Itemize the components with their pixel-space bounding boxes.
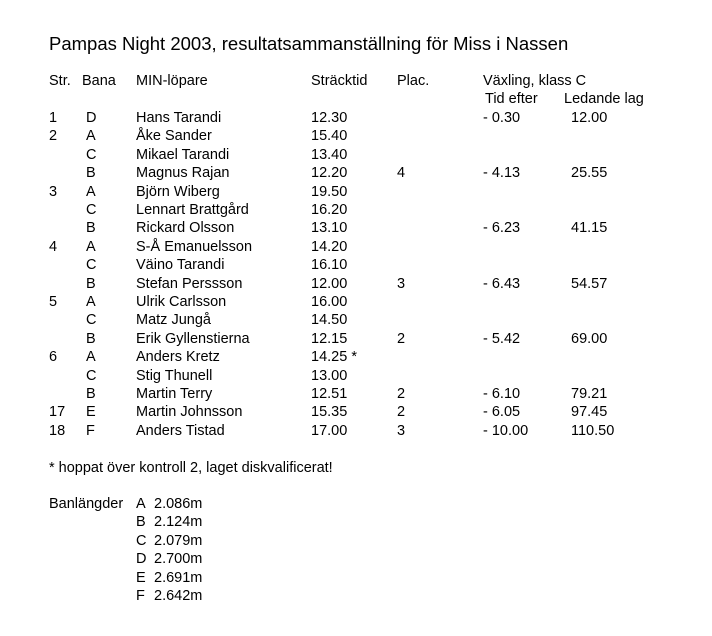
cell-runner: Anders Kretz [136, 349, 220, 366]
table-row [0, 127, 712, 145]
cell-tid-efter: - 5.42 [483, 330, 521, 347]
cell-ledande: 41.15 [571, 220, 608, 237]
cell-runner: Stig Thunell [136, 367, 213, 384]
length-value: 2.079m [154, 532, 203, 549]
header-plac: Plac. [397, 73, 430, 89]
length-value: 2.691m [154, 569, 203, 586]
cell-str: 1 [49, 110, 58, 126]
cell-runner: Hans Tarandi [136, 110, 222, 126]
cell-time: 15.35 [311, 404, 348, 421]
cell-bana: B [86, 330, 96, 347]
cell-time: 12.00 [311, 275, 348, 292]
cell-ledande: 97.45 [571, 404, 608, 421]
cell-ledande: 110.50 [571, 422, 615, 439]
cell-runner: Väino Tarandi [136, 257, 225, 274]
table-row [0, 367, 712, 385]
header-str: Str. [49, 73, 71, 89]
cell-bana: B [86, 220, 96, 237]
cell-bana: C [86, 202, 97, 218]
cell-time: 12.30 [311, 110, 348, 126]
cell-tid-efter: - 6.05 [483, 404, 521, 421]
cell-tid-efter: - 6.10 [483, 386, 521, 402]
cell-time: 12.20 [311, 165, 348, 182]
length-value: 2.700m [154, 551, 203, 568]
cell-time: 19.50 [311, 183, 348, 200]
length-row [0, 550, 712, 568]
table-row [0, 385, 712, 403]
cell-runner: Martin Terry [136, 386, 213, 402]
length-row [0, 587, 712, 605]
cell-time: 13.40 [311, 146, 348, 163]
table-row [0, 422, 712, 440]
cell-bana: C [86, 257, 97, 274]
cell-ledande: 69.00 [571, 330, 608, 347]
cell-plac: 2 [397, 404, 406, 421]
table-row [0, 256, 712, 274]
length-course: D [136, 551, 147, 568]
cell-tid-efter: - 10.00 [483, 422, 529, 439]
footnote: * hoppat över kontroll 2, laget diskvalificerat! [49, 460, 333, 476]
cell-time: 13.10 [311, 220, 348, 237]
cell-plac: 4 [397, 165, 406, 182]
length-row [0, 532, 712, 550]
table-row [0, 275, 712, 293]
cell-time: 14.20 [311, 238, 348, 255]
cell-runner: Åke Sander [136, 128, 212, 145]
table-subheader [0, 90, 712, 108]
cell-bana: C [86, 146, 97, 163]
length-row [0, 513, 712, 531]
cell-plac: 3 [397, 275, 406, 292]
cell-ledande: 79.21 [571, 386, 608, 402]
cell-tid-efter: - 6.43 [483, 275, 521, 292]
cell-time: 17.00 [311, 422, 348, 439]
table-row [0, 219, 712, 237]
length-value: 2.124m [154, 514, 203, 531]
cell-time: 12.51 [311, 386, 348, 402]
cell-plac: 2 [397, 386, 406, 402]
table-row [0, 348, 712, 366]
cell-tid-efter: - 0.30 [483, 110, 521, 126]
cell-time: 12.15 [311, 330, 348, 347]
document-title: Pampas Night 2003, resultatsammanställning för Miss i Nassen [49, 33, 569, 54]
cell-ledande: 25.55 [571, 165, 608, 182]
cell-str: 6 [49, 349, 58, 366]
length-value: 2.642m [154, 588, 203, 604]
cell-ledande: 54.57 [571, 275, 608, 292]
cell-bana: F [86, 422, 95, 439]
cell-time: 13.00 [311, 367, 348, 384]
header-vaxling: Växling, klass C [483, 73, 587, 89]
header-bana: Bana [82, 73, 116, 89]
cell-bana: A [86, 238, 96, 255]
cell-str: 2 [49, 128, 58, 145]
table-row [0, 201, 712, 219]
cell-tid-efter: - 4.13 [483, 165, 521, 182]
cell-plac: 2 [397, 330, 406, 347]
length-course: A [136, 496, 146, 512]
cell-time: 16.20 [311, 202, 348, 218]
cell-bana: A [86, 294, 96, 310]
cell-runner: Björn Wiberg [136, 183, 220, 200]
cell-runner: Lennart Brattgård [136, 202, 249, 218]
table-row [0, 109, 712, 127]
cell-bana: B [86, 275, 96, 292]
table-row [0, 311, 712, 329]
cell-bana: C [86, 367, 97, 384]
cell-runner: Mikael Tarandi [136, 146, 230, 163]
cell-time: 14.25 * [311, 349, 357, 366]
table-row [0, 403, 712, 421]
cell-runner: Rickard Olsson [136, 220, 235, 237]
cell-runner: Matz Jungå [136, 312, 211, 329]
cell-bana: B [86, 165, 96, 182]
cell-str: 18 [49, 422, 66, 439]
table-header [0, 72, 712, 90]
length-row [0, 569, 712, 587]
cell-time: 15.40 [311, 128, 348, 145]
cell-runner: Magnus Rajan [136, 165, 230, 182]
cell-runner: S-Å Emanuelsson [136, 238, 253, 255]
length-course: E [136, 569, 146, 586]
length-course: C [136, 532, 147, 549]
cell-str: 3 [49, 183, 58, 200]
cell-bana: D [86, 110, 97, 126]
table-row [0, 146, 712, 164]
cell-str: 17 [49, 404, 66, 421]
length-value: 2.086m [154, 496, 203, 512]
table-row [0, 293, 712, 311]
cell-runner: Ulrik Carlsson [136, 294, 227, 310]
lengths-label: Banlängder [49, 496, 124, 512]
cell-time: 16.00 [311, 294, 348, 310]
cell-time: 14.50 [311, 312, 348, 329]
cell-bana: B [86, 386, 96, 402]
header-runner: MIN-löpare [136, 73, 208, 89]
cell-runner: Erik Gyllenstierna [136, 330, 250, 347]
cell-runner: Martin Johnsson [136, 404, 243, 421]
cell-runner: Stefan Perssson [136, 275, 243, 292]
cell-str: 4 [49, 238, 58, 255]
cell-ledande: 12.00 [571, 110, 608, 126]
header-tid-efter: Tid efter [485, 91, 538, 107]
table-row [0, 183, 712, 201]
cell-plac: 3 [397, 422, 406, 439]
cell-str: 5 [49, 294, 58, 310]
length-course: B [136, 514, 146, 531]
cell-bana: C [86, 312, 97, 329]
table-row [0, 164, 712, 182]
cell-bana: A [86, 183, 96, 200]
length-row [0, 495, 712, 513]
cell-bana: A [86, 128, 96, 145]
length-course: F [136, 588, 145, 604]
cell-bana: E [86, 404, 96, 421]
table-row [0, 238, 712, 256]
table-row [0, 330, 712, 348]
cell-time: 16.10 [311, 257, 348, 274]
cell-runner: Anders Tistad [136, 422, 225, 439]
header-ledande: Ledande lag [564, 91, 644, 107]
cell-bana: A [86, 349, 96, 366]
cell-tid-efter: - 6.23 [483, 220, 521, 237]
header-time: Sträcktid [311, 73, 368, 89]
